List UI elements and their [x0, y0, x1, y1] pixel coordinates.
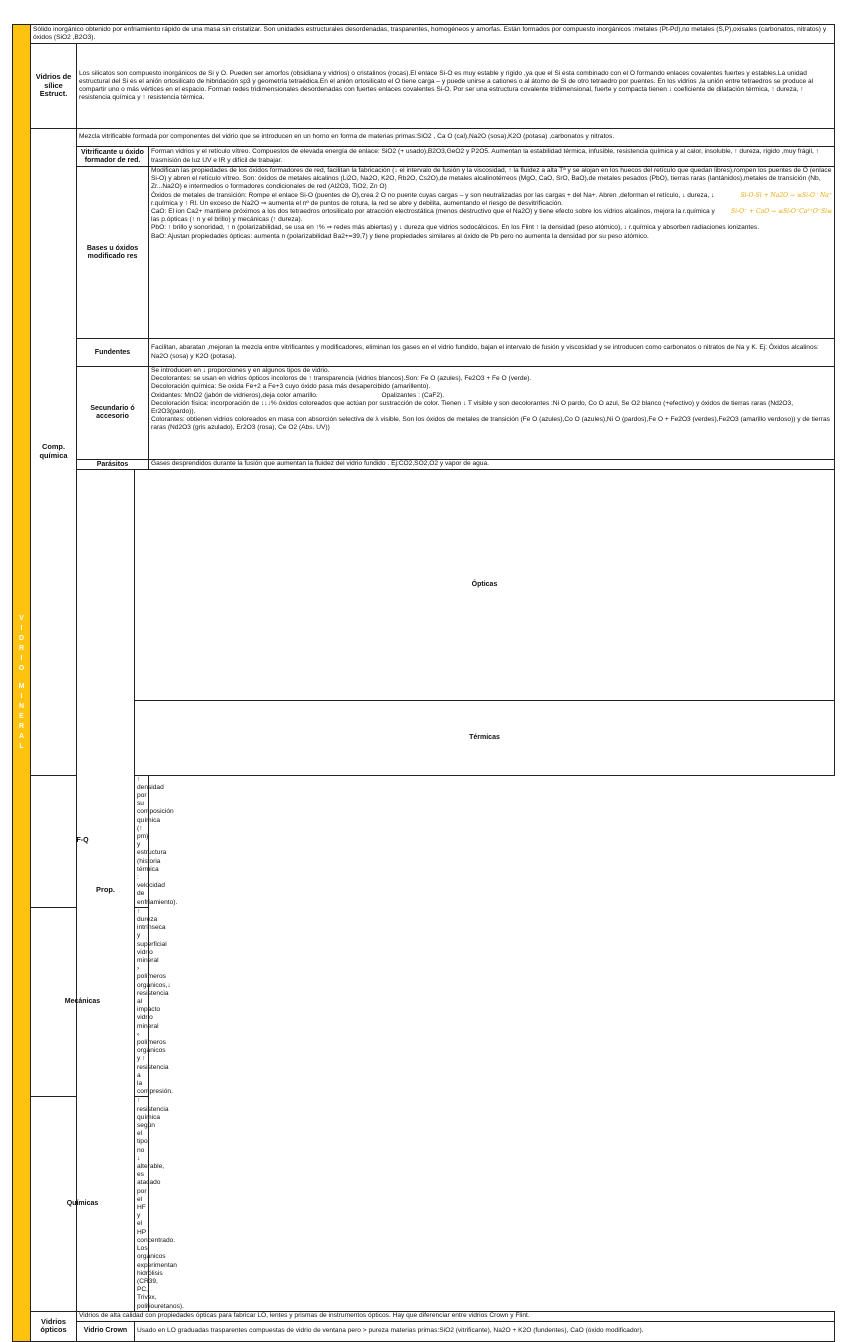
- side-letter: V: [19, 614, 24, 622]
- secundario-paragraph-2: Decolorantes: se usan en vidrios ópticos incoloros de ↑ transparencia (vidrios blancos).Son: Fe O (azules), Fe2O3 + Fe O (verde).: [151, 375, 532, 383]
- vidrios-opticos-intro: Vidrios de alta calidad con propiedades ópticas para fabricar LO, lentes y prismas de instrumentos ópticos. Hay que diferenciar entre vidrios Crown y Flint.: [77, 1311, 835, 1321]
- vidrios-opticos-label: Vidrios ópticos: [31, 1311, 77, 1341]
- bases-label: Bases u óxidos modificado res: [77, 167, 149, 339]
- secundario-paragraph-4: [151, 392, 832, 400]
- crown-text: Usado en LO graduadas trasparentes compuestas de vidrio de ventana pero > pureza materias primas:SiO2 (vitrificante), Na2O + K2O (fundentes), CaO (óxido modificador).: [135, 1321, 835, 1341]
- bases-paragraph-4: PbO: ↑ brillo y sonoridad, ↑ n (polarizabilidad, se usa en ↑% ⇒ redes más abiertas) y ↓ dureza que vidrios sodocálcicos. En los Flint ↑ la densidad (peso atómico), ↓ r.química y absorben radiaciones ionizantes.: [151, 224, 760, 232]
- comp-quimica-label: Comp. química: [31, 129, 77, 776]
- side-letter: L: [19, 742, 24, 750]
- side-letter: R: [18, 644, 25, 652]
- handwritten-note: Si-O-Si + Na2O → ≡Si-O⁻ Na⁺: [740, 191, 833, 199]
- secundario-paragraph-6: Colorantes: obtienen vidrios coloreados en masa con absorción selectiva de λ visible. Son los óxidos de metales de transición (Fe O (azules),Co O (azules),Ni O (pardos),Fe O + Fe2O3 (verdes),Fe2O3 (amarillo verdoso)) y de tierras raras (Nd2O3 (gris azulado), Er2O3 (rosa), Ce O2 (Abs. UV)): [151, 416, 830, 432]
- side-letter: M: [18, 682, 25, 690]
- bases-paragraph-2: Óxidos de metales de transición: Rompe el enlace Si-O (puentes de O),crea 2 O no puente cuyas cargas – y son neutralizadas por las cargas + del Na+. Abren ,deforman el retículo, ↓ dureza, ↓ r.química y ↑ Rl. Un exceso de Na2O ⇒ aumenta el nº de puntos de rotura, la red se abre y debilita, aumentando el riesgo de desvitrificación.: [151, 191, 715, 207]
- side-label: [13, 614, 30, 752]
- bases-paragraph-2-wrap: [151, 192, 832, 208]
- bases-paragraph-3: CaO: El ion Ca2+ mantiene próximos a los dos tetraedros ortosilicato por atracción electrostática (menos destructivo que el Na2O) y tiene efecto sobre los vidrios alcalinos, mejora la r.química y las p.ópticas (↑ n y el brillo) y mecánicas (↑ dureza).: [151, 208, 715, 224]
- side-letter: N: [18, 702, 25, 710]
- oxidantes-text: Oxidantes: MnO2 (jabón de vidrieros),deja color amarillo.: [151, 391, 318, 399]
- bases-paragraph-5: BaO: Ajustan propiedades ópticas: aumenta n (polarizabilidad Ba2+=39,7) y tiene propiedades similares al óxido de Pb pero no aumenta la densidad por su peso atómico.: [151, 232, 649, 240]
- prop-label: Prop.: [77, 470, 135, 1312]
- vitrificante-label: Vitrificante u óxido formador de red.: [77, 147, 149, 167]
- vidrios-silice-label: Vidrios de sílice Estruct.: [31, 44, 77, 129]
- parasitos-label: Parásitos: [77, 460, 149, 470]
- bases-paragraph-1: Modifican las propiedades de los óxidos formadores de red, facilitan la fabricación (↓ el intervalo de fusión y la viscosidad, ↑ la fluidez a alta Tª y se alojan en los huecos del retículo que quedan libres),rompen los puentes de O (enlace Si-O) y abren el retículo vítreo. Son: óxidos de metales alcalinos (Li2O, Na2O, K2O, Rb2O, Cs2O),de metales alcalinotérreos (MgO, CaO, SrO, BaO),de metales pesados (PbO), tierras raras (lantánidos),metales de transición (Nb, Zr...Na2O) e intermedios o formadores condicionales de red (Al2O3, TiO2, Zn O): [151, 167, 832, 191]
- prop-row-label: Mecánicas: [31, 907, 135, 1097]
- vidrios-silice-text: Los silicatos son compuesto inorgánicos de Si y O. Pueden ser amorfos (obsidiana y vidrios) o cristalinos (rocas).El enlace Si-O es muy estable y rígido ,ya que el Si esta combinado con el O formando enlaces covalentes fuertes y estables.La unidad estructural del Si es el anión ortosilicato de hibridación sp3 y geometría tetraédica.En el anión ortosilicato el O tiene carga – y puede unirse a cationes o al átomo de Si de otro tetraedro por puentes. En los vidrios ,la unión entre tetraedros se produce al compartir uno o más vértices en el espacio. Forman redes tridimensionales desordenadas con fuertes enlaces covalentes Si-O. Por ser una estructura covalente tridimensional, fuerte y compacta tienen ↓ coeficiente de dilatación térmica, ↑ dureza, ↑ resistencia química y ↑ resistencia térmica.: [77, 44, 835, 129]
- prop-row-label: Ópticas: [135, 470, 835, 701]
- side-letter: E: [19, 712, 24, 720]
- parasitos-text: Gases desprendidos durante la fusión que aumentan la fluidez del vidrio fundido . Ej:CO2,SO2,O2 y vapor de agua.: [149, 460, 835, 470]
- side-letter: I: [20, 692, 23, 700]
- handwritten-note: Si-O⁻ + CaO → ≡Si-O⁻Ca²⁺O⁻Si≡: [731, 208, 833, 216]
- fundentes-text: Facilitan, abaratan ,mejoran la mezcla entre vitrificantes y modificadores, eliminan los gases en el vidrio fundido, bajan el intervalo de fusión y viscosidad y se introducen como carbonatos o nitratos de Na y K. Ej: Óxidos alcalinos: Na2O (sosa) y K2O (potasa).: [149, 339, 835, 367]
- prop-row-text: ↑ dureza intrínseca y superficial vidrio mineral › polímeros orgánicos,↓ resistencia al impacto vidrio mineral ‹ polímeros orgánicos y ↑ resistencia a la compresión.: [135, 907, 149, 1097]
- intro-definition: Sólido inorgánico obtenido por enfriamiento rápido de una masa sin cristalizar. Son unidades estructurales desordenadas, trasparentes, homogéneos y amorfas. Están formados por compuesto inorgánicos :metales (Pt-Pd),no metales (S,P),oxisales (carbonatos, nitratos) y óxidos (SiO2 ,B2O3).: [31, 25, 835, 44]
- vitrificante-text: Forman vidrios y el retículo vítreo. Compuestos de elevada energía de enlace: SiO2 (+ usado),B2O3,GeO2 y P2O5. Aumentan la estabilidad térmica, infusible, resistencia química y al calor, insoluble, ↑ dureza, rígido ,muy frágil, ↑ trasmisión de luz UV e IR y difícil de trabajar.: [149, 147, 835, 167]
- side-letter: I: [20, 654, 23, 662]
- secundario-label: Secundario ó accesorio: [77, 367, 149, 460]
- prop-row-label: F-Q: [31, 775, 135, 907]
- bases-paragraph-3-wrap: [151, 208, 832, 224]
- fundentes-label: Fundentes: [77, 339, 149, 367]
- secundario-paragraph-3: Decoloración química: Se oxida Fe+2 a Fe+3 cuyo óxido pasa más desapercibido (amarillento).: [151, 383, 431, 391]
- side-letter: I: [20, 624, 23, 632]
- crown-label: Vidrio Crown: [77, 1321, 135, 1341]
- prop-row-text: ↑ resistencia química según el tipo, no ↓ alterable, es atacado por el HF y el HP concentrado. Los orgánicos experimentan hidrólisis (CR39, PC, Trivex, politiouretanos).: [135, 1097, 149, 1311]
- prop-row-label: Químicas: [31, 1097, 135, 1311]
- mezcla-text: Mezcla vitrificable formada por componentes del vidrio que se introducen en un horno en forma de materias primas:SiO2 , Ca O (cal),Na2O (sosa),K2O (potasa) ,carbonatos y nitratos.: [77, 129, 835, 147]
- prop-row-label: Térmicas: [135, 700, 835, 775]
- secundario-text: [149, 367, 835, 460]
- side-letter: A: [18, 732, 25, 740]
- opalizantes-text: Opalizantes : (CaF2).: [381, 391, 445, 399]
- glass-summary-table: [12, 24, 835, 1342]
- side-letter: R: [18, 722, 25, 730]
- side-letter: D: [18, 634, 25, 642]
- bases-text: [149, 167, 835, 339]
- side-letter: O: [18, 664, 25, 672]
- secundario-paragraph-1: Se introducen en ↓ proporciones y en algunos tipos de vidrio.: [151, 367, 330, 374]
- secundario-paragraph-5: Decoloración física: incorporación de ↓↓↓% óxidos coloreados que actúan por sustracción de color. Tienen ↓ T visible y son decolorantes :Ni O pardo, Co O azul, Se O2 blanco (+efectivo) y óxidos de tierras raras (Nd2O3, Er2O3(pardo)).: [151, 399, 794, 416]
- side-strip: [13, 25, 31, 1342]
- prop-row-text: ↑ densidad por su composición química (↑ pm) y estructura (historia térmica : velocidad de enfriamiento).: [135, 775, 149, 907]
